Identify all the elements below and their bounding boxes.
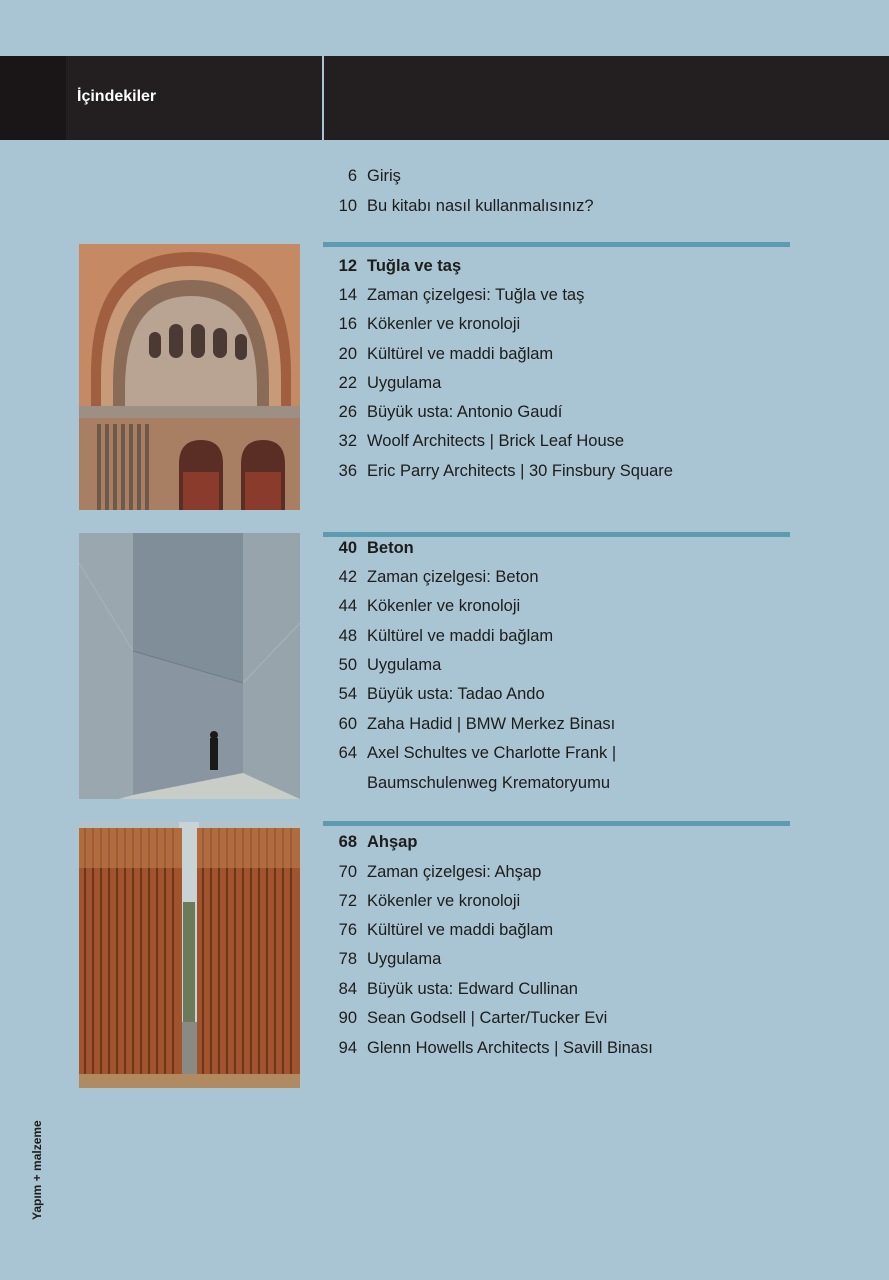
toc-entry[interactable]: [325, 977, 578, 1001]
toc-entry-title: Bu kitabı nasıl kullanmalısınız?: [367, 197, 594, 215]
toc-entry[interactable]: [325, 342, 553, 366]
toc-page-number: 40: [338, 539, 357, 557]
toc-page-number: 84: [338, 980, 357, 998]
brick-arch-photo: [79, 244, 300, 510]
toc-entry-title: Sean Godsell | Carter/Tucker Evi: [367, 1009, 608, 1027]
toc-page-number: 60: [338, 715, 357, 733]
toc-entry-title: Zaman çizelgesi: Tuğla ve taş: [367, 286, 585, 304]
toc-entry-title: Zaha Hadid | BMW Merkez Binası: [367, 715, 616, 733]
toc-entry-title: Uygulama: [367, 950, 442, 968]
toc-entry[interactable]: [325, 565, 539, 589]
toc-entry[interactable]: [325, 918, 553, 942]
toc-page-number: 54: [338, 685, 357, 703]
toc-entry[interactable]: [325, 164, 401, 188]
toc-entry-title: Kökenler ve kronoloji: [367, 597, 521, 615]
toc-entry[interactable]: [325, 312, 520, 336]
toc-page-number: 72: [338, 892, 357, 910]
toc-entry[interactable]: [325, 594, 520, 618]
toc-page-number: 44: [338, 597, 357, 615]
toc-page-number: 64: [338, 744, 357, 762]
toc-entry-title: Baumschulenweg Krematoryumu: [367, 774, 611, 792]
toc-page-number: 32: [338, 432, 357, 450]
toc-entry[interactable]: [325, 624, 553, 648]
toc-entry[interactable]: [325, 1006, 607, 1030]
toc-entry-title: Zaman çizelgesi: Ahşap: [367, 863, 542, 881]
toc-entry-title: Büyük usta: Edward Cullinan: [367, 980, 578, 998]
toc-page-number: 48: [338, 627, 357, 645]
toc-page-number: 68: [338, 833, 357, 851]
toc-entry[interactable]: [325, 860, 541, 884]
section-heading[interactable]: [325, 830, 417, 854]
toc-entry[interactable]: [325, 194, 594, 218]
section-divider: [323, 821, 790, 826]
toc-entry[interactable]: [325, 712, 615, 736]
toc-page-number: 76: [338, 921, 357, 939]
page-title: İçindekiler: [77, 88, 157, 105]
toc-entry-title: Büyük usta: Antonio Gaudí: [367, 403, 563, 421]
toc-page-number: 22: [338, 374, 357, 392]
toc-entry-title: Woolf Architects | Brick Leaf House: [367, 432, 625, 450]
toc-entry-title: Kökenler ve kronoloji: [367, 315, 521, 333]
toc-entry-title: Kökenler ve kronoloji: [367, 892, 521, 910]
toc-entry-title: Glenn Howells Architects | Savill Binası: [367, 1039, 653, 1057]
toc-entry[interactable]: [325, 682, 545, 706]
toc-entry-title: Kültürel ve maddi bağlam: [367, 345, 554, 363]
toc-entry[interactable]: [325, 371, 441, 395]
book-series-label: Yapım + malzeme: [30, 1120, 44, 1220]
header-bar-right: [324, 56, 889, 140]
toc-entry[interactable]: [325, 400, 562, 424]
toc-entry-title: Axel Schultes ve Charlotte Frank |: [367, 744, 617, 762]
toc-entry-continuation[interactable]: [325, 771, 610, 795]
toc-page-number: 50: [338, 656, 357, 674]
timber-slats-photo: [79, 822, 300, 1088]
toc-page-number: 6: [347, 167, 357, 185]
toc-page-number: 10: [338, 197, 357, 215]
toc-entry-title: Zaman çizelgesi: Beton: [367, 568, 539, 586]
toc-entry[interactable]: [325, 741, 616, 765]
toc-entry-title: Kültürel ve maddi bağlam: [367, 921, 554, 939]
toc-entry-title: Büyük usta: Tadao Ando: [367, 685, 545, 703]
toc-entry-title: Uygulama: [367, 374, 442, 392]
toc-entry-title: Kültürel ve maddi bağlam: [367, 627, 554, 645]
toc-page-number: 36: [338, 462, 357, 480]
concrete-walls-photo: [79, 533, 300, 799]
toc-entry-title: Uygulama: [367, 656, 442, 674]
toc-page-number: 16: [338, 315, 357, 333]
toc-entry[interactable]: [325, 459, 673, 483]
toc-entry-title: Giriş: [367, 167, 401, 185]
section-divider: [323, 242, 790, 247]
toc-entry-title: Eric Parry Architects | 30 Finsbury Square: [367, 462, 673, 480]
toc-entry[interactable]: [325, 429, 624, 453]
toc-page-number: 14: [338, 286, 357, 304]
toc-page-number: 42: [338, 568, 357, 586]
toc-entry[interactable]: [325, 1036, 653, 1060]
section-title: Ahşap: [367, 833, 418, 851]
header-edge: [0, 56, 66, 140]
toc-page-number: 94: [338, 1039, 357, 1057]
toc-page-number: 12: [338, 257, 357, 275]
section-heading[interactable]: [325, 536, 414, 560]
toc-page-number: 26: [338, 403, 357, 421]
toc-page-number: 78: [338, 950, 357, 968]
toc-entry[interactable]: [325, 283, 584, 307]
section-heading[interactable]: [325, 254, 461, 278]
section-title: Tuğla ve taş: [367, 257, 462, 275]
toc-entry[interactable]: [325, 889, 520, 913]
section-title: Beton: [367, 539, 414, 557]
toc-page-number: 20: [338, 345, 357, 363]
toc-page-number: 90: [338, 1009, 357, 1027]
toc-entry[interactable]: [325, 947, 441, 971]
toc-page-number: 70: [338, 863, 357, 881]
toc-entry[interactable]: [325, 653, 441, 677]
